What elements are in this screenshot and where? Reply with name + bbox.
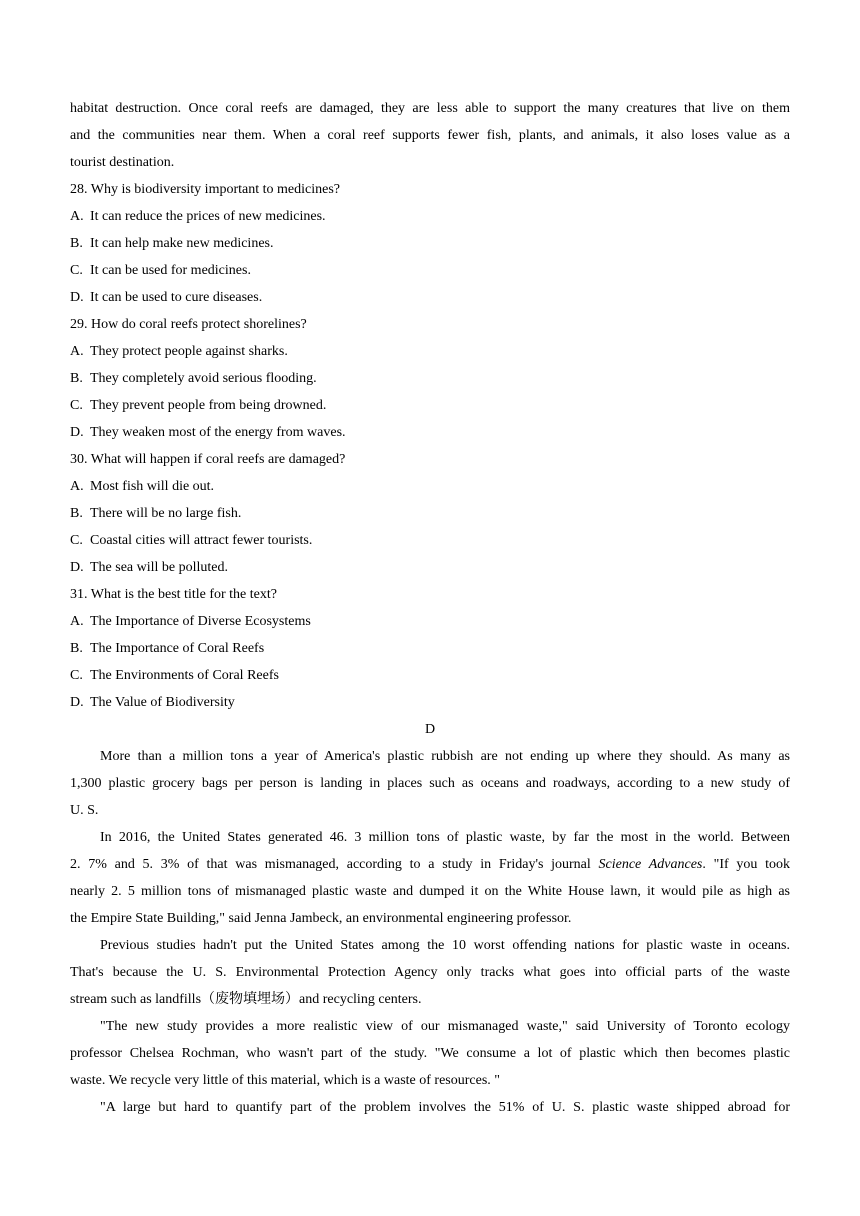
option-letter: B.	[70, 506, 83, 521]
option-b	[70, 500, 790, 527]
passage-d-paragraph-2	[70, 824, 790, 932]
passage-d-paragraph-3	[70, 932, 790, 1013]
text-line: "The new study provides a more realistic view of our mismanaged waste," said University of Toronto ecology	[100, 1019, 790, 1034]
text-line: and the communities near them. When a coral reef supports fewer fish, plants, and animals, it also loses value as a	[70, 128, 790, 143]
option-letter: C.	[70, 398, 83, 413]
text-line: More than a million tons a year of America's plastic rubbish are not ending up where they should. As many as	[100, 749, 790, 764]
option-letter: C.	[70, 533, 83, 548]
text-line: 1,300 plastic grocery bags per person is landing in places such as oceans and roadways, according to a new study of	[70, 776, 790, 791]
option-text: It can be used for medicines.	[90, 263, 251, 278]
option-letter: B.	[70, 371, 83, 386]
option-letter: D.	[70, 425, 84, 440]
option-text: They completely avoid serious flooding.	[90, 371, 317, 386]
option-text: Coastal cities will attract fewer tourists.	[90, 533, 313, 548]
text-line: nearly 2. 5 million tons of mismanaged plastic waste and dumped it on the White House lawn, it would pile as high as	[70, 884, 790, 899]
option-b	[70, 635, 790, 662]
text-line: the Empire State Building," said Jenna Jambeck, an environmental engineering professor.	[70, 911, 572, 926]
option-a	[70, 473, 790, 500]
option-c	[70, 257, 790, 284]
option-letter: D.	[70, 290, 84, 305]
option-text: They prevent people from being drowned.	[90, 398, 327, 413]
option-text: The Environments of Coral Reefs	[90, 668, 279, 683]
section-heading: D	[424, 722, 436, 737]
option-letter: A.	[70, 479, 84, 494]
text-line: That's because the U. S. Environmental Protection Agency only tracks what goes into official parts of the waste	[70, 965, 790, 980]
option-text: They weaken most of the energy from waves.	[90, 425, 346, 440]
passage-d-paragraph-1	[70, 743, 790, 824]
option-letter: B.	[70, 641, 83, 656]
text-line: stream such as landfills（废物填埋场）and recycling centers.	[70, 992, 422, 1007]
option-text: Most fish will die out.	[90, 479, 215, 494]
passage-d-paragraph-5	[70, 1094, 790, 1121]
text-segment: . "If you took	[702, 857, 790, 872]
option-letter: C.	[70, 668, 83, 683]
document-body	[70, 95, 790, 1121]
question-stem: 30. What will happen if coral reefs are damaged?	[70, 452, 346, 467]
text-line: U. S.	[70, 803, 99, 818]
option-letter: D.	[70, 560, 84, 575]
text-line: "A large but hard to quantify part of the problem involves the 51% of U. S. plastic waste shipped abroad for	[100, 1100, 790, 1115]
text-line: In 2016, the United States generated 46. 3 million tons of plastic waste, by far the most in the world. Between	[100, 830, 790, 845]
option-text: They protect people against sharks.	[90, 344, 288, 359]
option-text: It can help make new medicines.	[90, 236, 274, 251]
option-letter: B.	[70, 236, 83, 251]
option-a	[70, 203, 790, 230]
option-text: It can reduce the prices of new medicines.	[90, 209, 326, 224]
question-31	[70, 581, 790, 716]
question-stem: 31. What is the best title for the text?	[70, 587, 277, 602]
option-c	[70, 662, 790, 689]
option-d	[70, 689, 790, 716]
journal-name: Science Advances	[598, 857, 703, 872]
text-line: waste. We recycle very little of this material, which is a waste of resources. "	[70, 1073, 501, 1088]
option-b	[70, 230, 790, 257]
option-letter: A.	[70, 614, 84, 629]
option-letter: A.	[70, 209, 84, 224]
text-line: tourist destination.	[70, 155, 175, 170]
option-d	[70, 554, 790, 581]
option-a	[70, 338, 790, 365]
option-letter: C.	[70, 263, 83, 278]
option-text: The sea will be polluted.	[90, 560, 229, 575]
question-28	[70, 176, 790, 311]
question-30	[70, 446, 790, 581]
option-b	[70, 365, 790, 392]
passage-d-paragraph-4	[70, 1013, 790, 1094]
text-line	[70, 851, 790, 878]
question-stem: 29. How do coral reefs protect shorelines?	[70, 317, 307, 332]
option-text: The Value of Biodiversity	[90, 695, 235, 710]
option-text: The Importance of Coral Reefs	[90, 641, 265, 656]
option-text: The Importance of Diverse Ecosystems	[90, 614, 311, 629]
option-text: There will be no large fish.	[90, 506, 242, 521]
text-line: habitat destruction. Once coral reefs are damaged, they are less able to support the many creatures that live on them	[70, 101, 790, 116]
option-letter: D.	[70, 695, 84, 710]
passage-c-tail	[70, 95, 790, 176]
option-a	[70, 608, 790, 635]
text-segment: 2. 7% and 5. 3% of that was mismanaged, according to a study in Friday's journal	[70, 857, 599, 872]
question-29	[70, 311, 790, 446]
option-c	[70, 527, 790, 554]
option-d	[70, 284, 790, 311]
option-letter: A.	[70, 344, 84, 359]
option-c	[70, 392, 790, 419]
option-text: It can be used to cure diseases.	[90, 290, 263, 305]
option-d	[70, 419, 790, 446]
text-line: Previous studies hadn't put the United States among the 10 worst offending nations for plastic waste in oceans.	[100, 938, 790, 953]
question-stem: 28. Why is biodiversity important to medicines?	[70, 182, 340, 197]
text-line: professor Chelsea Rochman, who wasn't part of the study. "We consume a lot of plastic which then becomes plastic	[70, 1046, 790, 1061]
